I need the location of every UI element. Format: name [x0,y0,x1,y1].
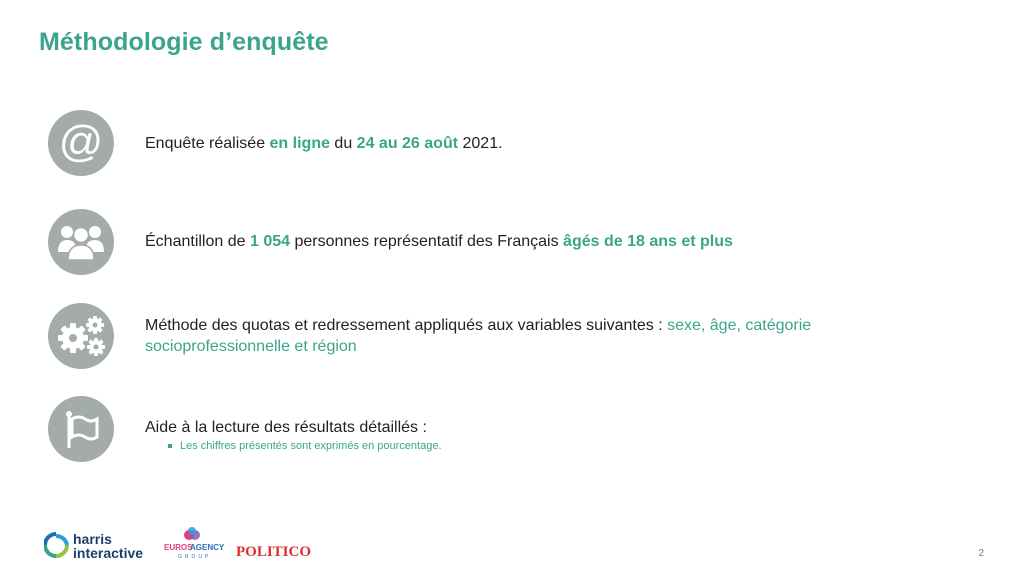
reading-aid-title: Aide à la lecture des résultats détaillés : [145,419,427,436]
at-sign-icon [48,110,114,176]
method-variables: sexe, âge, catégorie socioprofessionnelle et région [145,317,812,355]
survey-mode: en ligne [269,135,330,152]
politico-logo: POLITICO [236,544,312,560]
sample-age: âgés de 18 ans et plus [563,233,733,250]
gears-icon [48,303,114,369]
sample-info-text: Échantillon de 1 054 personnes représentatif des Français âgés de 18 ans et plus [145,233,733,250]
flag-icon [48,396,114,462]
reading-aid-bullet: Les chiffres présentés sont exprimés en pourcentage. [168,440,442,452]
page-title: Méthodologie d’enquête [39,28,329,56]
people-group-icon [48,209,114,275]
sample-size: 1 054 [249,233,291,250]
footer-logos [44,527,314,563]
euros-agency-logo [164,527,225,560]
method-info-text: Méthode des quotas et redressement appliqués aux variables suivantes : sexe, âge, catégorie socioprofessionnelle et région [145,317,812,355]
harris-word: harris [73,531,112,547]
group-word: GROUP [178,554,212,560]
agency-word: AGENCY [190,543,225,552]
interactive-word: interactive [73,545,144,561]
euros-word: EUROS [164,543,193,552]
harris-interactive-logo [45,531,143,561]
survey-info-text: Enquête réalisée en ligne du 24 au 26 août 2021. [145,135,503,152]
bullet-square-icon [168,444,172,448]
page-number: 2 [978,548,984,559]
survey-dates: 24 au 26 août [356,135,459,152]
svg-text:@: @ [59,121,103,165]
